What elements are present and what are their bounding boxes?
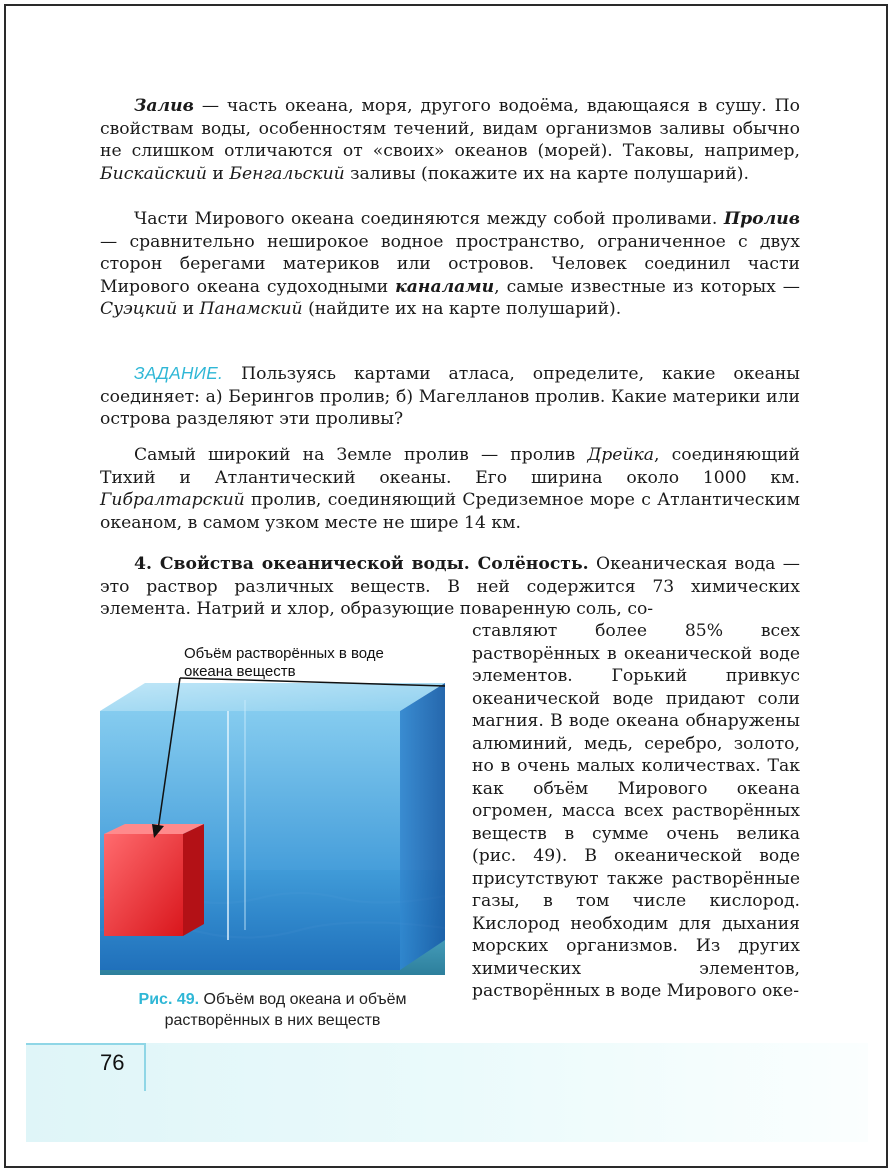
bay-bengal: Бенгальский xyxy=(229,163,345,184)
figure-label-line2: океана веществ xyxy=(184,663,296,680)
canal-suez: Суэцкий xyxy=(100,299,178,319)
task-block xyxy=(100,362,800,431)
paragraph-salinity-continued: ставляют более 85% всех растворённых в океанической воде элементов. Горький привкус океанической воде придают соли магния. В воде океана обнаружены алюминий, медь, серебро, золото, но в очень малых количествах. Так как объём Мирового океана огромен, масса всех растворённых веществ в сумме очень велика (рис. 49). В океанической воде присутствуют также растворённые газы, в том числе кислород. Кислород необходим для дыхания морских организмов. Из других химических элементов, растворённых в воде Мирового оке- xyxy=(472,621,800,1001)
paragraph-widest-strait: Самый широкий на Земле пролив — пролив Дрейка, соединяющий Тихий и Атлантический океаны. Его ширина около 1000 км. Гибралтарский пролив, соединяющий Средиземное море с Атлантическим океаном, в самом узком месте не шире 14 км. xyxy=(100,445,800,533)
figure-label-line1: Объём растворённых в воде xyxy=(184,645,384,662)
figure-49 xyxy=(100,640,445,979)
page-number: 76 xyxy=(100,1050,125,1075)
strait-gibraltar: Гибралтарский xyxy=(100,490,245,510)
term-strait: Пролив xyxy=(723,209,800,229)
task-text: Пользуясь картами атласа, определите, какие океаны соединяет: а) Берингов пролив; б) Магелланов пролив. Какие материки или острова разделяют эти проливы? xyxy=(100,364,800,429)
paragraph-salinity: 4. Свойства океанической воды. Солёность. Океаническая вода — это раствор различных веществ. В ней содержится 73 химических элемента. Натрий и хлор, образующие поваренную соль, со- xyxy=(100,554,800,619)
bay-biscay: Бискайский xyxy=(100,163,207,184)
canal-panama: Панамский xyxy=(199,299,303,319)
page-footer-band xyxy=(26,1043,868,1142)
substance-cube-front xyxy=(104,834,183,936)
paragraph-strait: Части Мирового океана соединяются между собой проливами. Пролив — сравнительно неширокое водное пространство, ограниченное с двух сторон берегами материков или островов. Человек соединил части Мирового океана судоходными каналами, самые известные из которых — Суэцкий и Панамский (найдите их на карте полушарий). xyxy=(100,209,800,319)
term-bay: Залив xyxy=(134,96,194,116)
task-label: ЗАДАНИЕ. xyxy=(134,363,224,383)
paragraph-bay: Залив — часть океана, моря, другого водоёма, вдающаяся в сушу. По свойствам воды, особенностям течений, видам организмов заливы обычно не слишком отличаются от «своих» океанов (морей). Таковы, например, Бискайский и Бенгальский заливы (покажите их на карте полушарий). xyxy=(100,96,800,184)
substance-cube-side xyxy=(183,824,204,936)
ocean-cube-top xyxy=(100,683,445,711)
section-heading: 4. Свойства океанической воды. Солёность. xyxy=(134,554,589,574)
figure-number: Рис. 49. xyxy=(138,991,200,1008)
strait-drake: Дрейка xyxy=(587,445,655,465)
term-canals: каналами xyxy=(395,276,495,297)
ocean-volume-illustration xyxy=(100,640,445,975)
page-number-box xyxy=(26,1043,146,1091)
ocean-cube-side xyxy=(400,683,445,970)
figure-caption: Рис. 49. Объём вод океана и объём растворённых в них веществ xyxy=(138,991,407,1029)
